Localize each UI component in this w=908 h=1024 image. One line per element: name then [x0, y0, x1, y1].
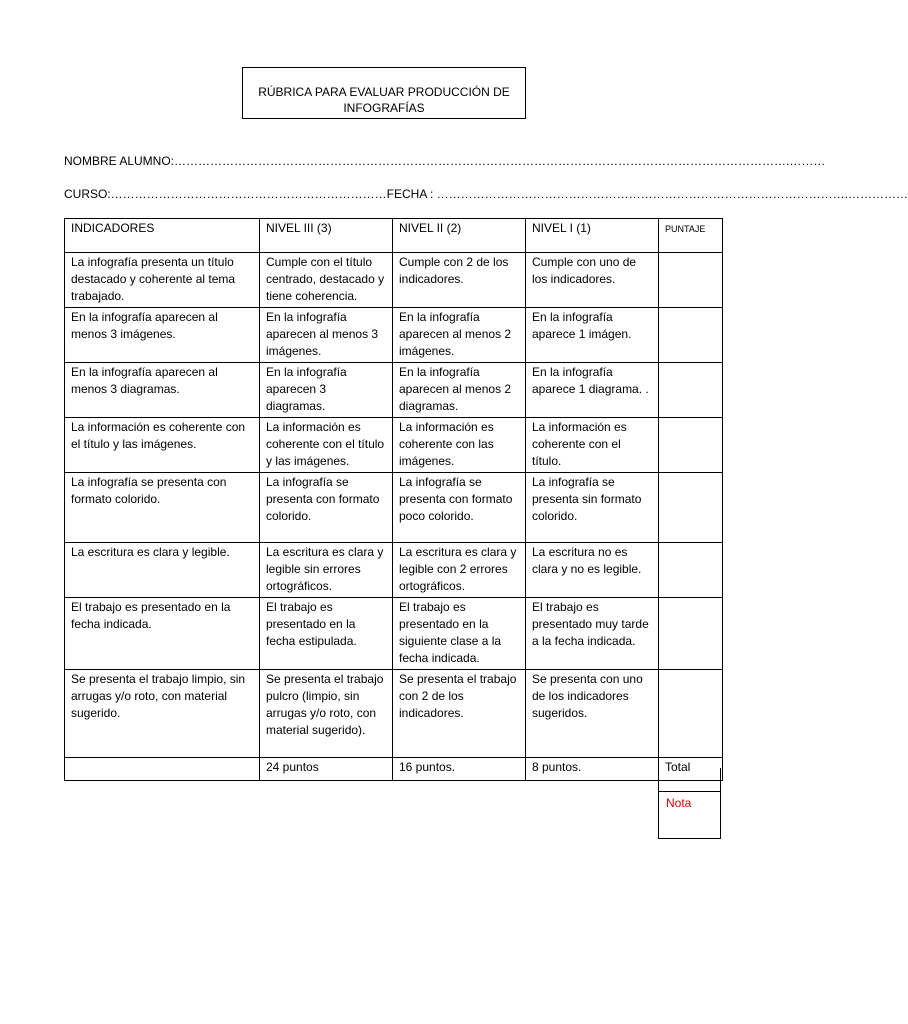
cell-score	[659, 473, 723, 543]
cell-score	[659, 418, 723, 473]
cell-level-1: La infografía se presenta sin formato colorido.	[526, 473, 659, 543]
cell-level-3: El trabajo es presentado en la fecha estipulada.	[260, 598, 393, 670]
cell-level-2: 16 puntos.	[393, 758, 526, 781]
cell-indicator: La información es coherente con el título y las imágenes.	[65, 418, 260, 473]
cell-indicator: En la infografía aparecen al menos 3 diagramas.	[65, 363, 260, 418]
cell-level-2: La infografía se presenta con formato poco colorido.	[393, 473, 526, 543]
header-level-1: NIVEL I (1)	[526, 219, 659, 253]
cell-level-2: Cumple con 2 de los indicadores.	[393, 253, 526, 308]
cell-score	[659, 308, 723, 363]
rubric-table	[64, 218, 723, 781]
cell-score	[659, 543, 723, 598]
table-row	[65, 308, 723, 363]
cell-level-2: El trabajo es presentado en la siguiente clase a la fecha indicada.	[393, 598, 526, 670]
cell-score	[659, 253, 723, 308]
cell-indicator: El trabajo es presentado en la fecha indicada.	[65, 598, 260, 670]
cell-score: Total	[659, 758, 723, 781]
cell-indicator: En la infografía aparecen al menos 3 imágenes.	[65, 308, 260, 363]
student-name-line: NOMBRE ALUMNO:……………………………………………………………………………………………………………………………………….………	[64, 154, 826, 168]
cell-indicator: La escritura es clara y legible.	[65, 543, 260, 598]
cell-level-2: En la infografía aparecen al menos 2 imágenes.	[393, 308, 526, 363]
cell-level-3: La infografía se presenta con formato colorido.	[260, 473, 393, 543]
cell-score	[659, 598, 723, 670]
rubric-title-box	[242, 67, 526, 119]
table-row	[65, 473, 723, 543]
cell-indicator: La infografía se presenta con formato colorido.	[65, 473, 260, 543]
cell-level-1: Se presenta con uno de los indicadores sugeridos.	[526, 670, 659, 758]
cell-level-1: La escritura no es clara y no es legible.	[526, 543, 659, 598]
cell-level-3: La información es coherente con el título y las imágenes.	[260, 418, 393, 473]
table-row	[65, 418, 723, 473]
cell-level-1: 8 puntos.	[526, 758, 659, 781]
cell-level-3: La escritura es clara y legible sin errores ortográficos.	[260, 543, 393, 598]
cell-level-1: En la infografía aparece 1 imágen.	[526, 308, 659, 363]
nota-label: Nota	[666, 796, 692, 810]
cell-level-2: La información es coherente con las imágenes.	[393, 418, 526, 473]
totals-row	[65, 758, 723, 781]
cell-level-3: 24 puntos	[260, 758, 393, 781]
table-row	[65, 670, 723, 758]
table-row	[65, 363, 723, 418]
cell-level-3: En la infografía aparecen 3 diagramas.	[260, 363, 393, 418]
header-indicator: INDICADORES	[65, 219, 260, 253]
table-row	[65, 543, 723, 598]
cell-indicator	[65, 758, 260, 781]
header-level-2: NIVEL II (2)	[393, 219, 526, 253]
cell-level-1: La información es coherente con el título.	[526, 418, 659, 473]
header-level-3: NIVEL III (3)	[260, 219, 393, 253]
cell-level-2: La escritura es clara y legible con 2 errores ortográficos.	[393, 543, 526, 598]
cell-level-2: En la infografía aparecen al menos 2 diagramas.	[393, 363, 526, 418]
table-row	[65, 253, 723, 308]
cell-score	[659, 363, 723, 418]
cell-level-3: Cumple con el título centrado, destacado y tiene coherencia.	[260, 253, 393, 308]
title-line-1: RÚBRICA PARA EVALUAR PRODUCCIÓN DE	[258, 85, 510, 99]
cell-level-1: Cumple con uno de los indicadores.	[526, 253, 659, 308]
cell-level-3: Se presenta el trabajo pulcro (limpio, sin arrugas y/o roto, con material sugerido).	[260, 670, 393, 758]
cell-level-2: Se presenta el trabajo con 2 de los indicadores.	[393, 670, 526, 758]
total-score-box	[658, 768, 721, 792]
title-line-2: INFOGRAFÍAS	[343, 101, 425, 115]
cell-level-1: El trabajo es presentado muy tarde a la fecha indicada.	[526, 598, 659, 670]
cell-indicator: La infografía presenta un título destacado y coherente al tema trabajado.	[65, 253, 260, 308]
table-row	[65, 598, 723, 670]
course-date-line: CURSO:……………………………………………………………FECHA : ………………………………………………………………………………………….……………	[64, 187, 908, 201]
header-score: PUNTAJE	[659, 219, 723, 253]
cell-level-1: En la infografía aparece 1 diagrama. .	[526, 363, 659, 418]
cell-score	[659, 670, 723, 758]
header-row	[65, 219, 723, 253]
grade-box	[658, 791, 721, 839]
cell-level-3: En la infografía aparecen al menos 3 imágenes.	[260, 308, 393, 363]
cell-indicator: Se presenta el trabajo limpio, sin arrugas y/o roto, con material sugerido.	[65, 670, 260, 758]
